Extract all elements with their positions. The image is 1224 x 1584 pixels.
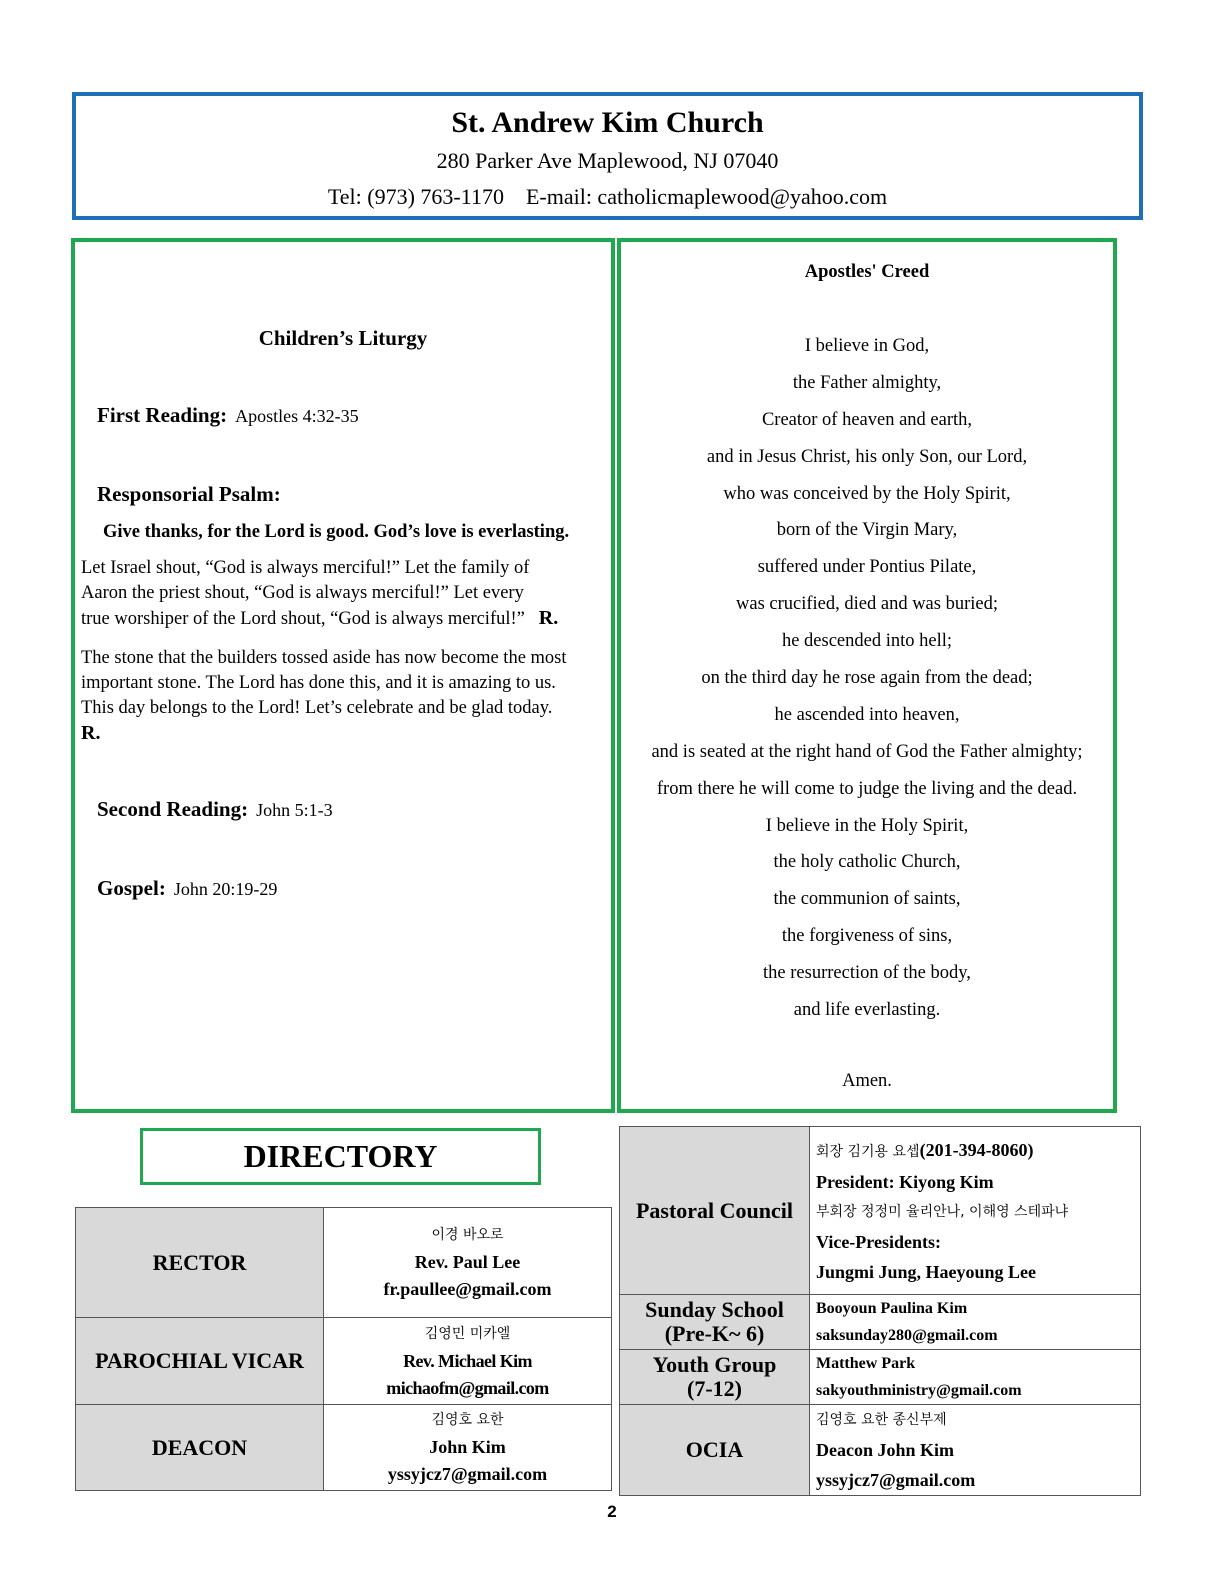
creed-line: suffered under Pontius Pilate, xyxy=(757,557,977,578)
page-number: 2 xyxy=(607,1502,617,1521)
first-reading-ref: Apostles 4:32-35 xyxy=(235,406,359,426)
role-sunday-school: Sunday School (Pre-K~ 6) xyxy=(620,1295,810,1350)
creed-line: he descended into hell; xyxy=(781,631,953,652)
directory-clergy-table xyxy=(75,1207,612,1491)
ocia-info xyxy=(810,1405,1141,1496)
church-contact xyxy=(76,182,1139,212)
church-header xyxy=(72,92,1143,220)
korean-name: 김영호 요한 종신부제 xyxy=(816,1412,947,1428)
creed-line: the Father almighty, xyxy=(792,372,942,393)
creed-line: the communion of saints, xyxy=(773,889,961,910)
creed-line: and in Jesus Christ, his only Son, our Lord, xyxy=(706,446,1028,467)
psalm-verse-2 xyxy=(81,646,611,746)
email-link[interactable]: yssyjcz7@gmail.com xyxy=(387,1464,548,1484)
korean-name: 김영호 요한 xyxy=(431,1412,504,1428)
youth-group-info xyxy=(810,1350,1141,1405)
church-email: E-mail: catholicmaplewood@yahoo.com xyxy=(525,184,888,209)
korean-name: 이경 바오로 xyxy=(431,1227,504,1243)
role-rector: RECTOR xyxy=(76,1208,324,1318)
creed-line: he ascended into heaven, xyxy=(774,704,960,725)
verse-line: The stone that the builders tossed aside has now become the most xyxy=(81,648,567,668)
person-name: Deacon John Kim xyxy=(816,1440,955,1460)
deacon-info xyxy=(324,1405,612,1491)
sunday-school-info xyxy=(810,1295,1141,1350)
verse-line: important stone. The Lord has done this, and it is amazing to us. xyxy=(81,673,556,693)
creed-line: born of the Virgin Mary, xyxy=(776,520,958,541)
verse-line: This day belongs to the Lord! Let’s celebrate and be glad today. xyxy=(81,698,553,718)
second-reading xyxy=(97,797,333,822)
creed-line: I believe in God, xyxy=(804,336,930,356)
creed-lines xyxy=(621,334,1113,1035)
role-pastoral-council: Pastoral Council xyxy=(620,1127,810,1295)
email-link[interactable]: fr.paullee@gmail.com xyxy=(383,1279,552,1299)
creed-line: the forgiveness of sins, xyxy=(781,926,953,947)
creed-line: I believe in the Holy Spirit, xyxy=(765,815,969,836)
response-marker: R. xyxy=(81,722,101,744)
second-reading-ref: John 5:1-3 xyxy=(256,800,333,820)
role-ocia: OCIA xyxy=(620,1405,810,1496)
person-name: Rev. Michael Kim xyxy=(403,1350,532,1371)
person-name: Booyoun Paulina Kim xyxy=(816,1300,968,1317)
directory-title: DIRECTORY xyxy=(140,1128,541,1185)
creed-amen: Amen. xyxy=(842,1071,892,1091)
gospel-ref: John 20:19-29 xyxy=(173,879,278,899)
gospel-label: Gospel: xyxy=(97,876,166,900)
person-name: John Kim xyxy=(429,1437,506,1457)
creed-line: was crucified, died and was buried; xyxy=(736,594,998,615)
email-link[interactable]: sakyouthministry@gmail.com xyxy=(816,1382,1022,1399)
council-president: President: Kiyong Kim xyxy=(816,1171,994,1192)
church-address: 280 Parker Ave Maplewood, NJ 07040 xyxy=(436,148,779,173)
verse-line: Let Israel shout, “God is always merciful!” Let the family of xyxy=(81,558,530,578)
table-row xyxy=(76,1208,612,1318)
gospel-reading xyxy=(97,876,277,901)
person-name: Matthew Park xyxy=(816,1355,916,1372)
creed-line: who was conceived by the Holy Spirit, xyxy=(723,483,1011,504)
person-name: Rev. Paul Lee xyxy=(414,1252,521,1272)
rector-info xyxy=(324,1208,612,1318)
first-reading-label: First Reading: xyxy=(97,403,228,427)
council-vp-names: Jungmi Jung, Haeyoung Lee xyxy=(816,1261,1037,1282)
table-row xyxy=(76,1405,612,1491)
role-youth-group: Youth Group (7-12) xyxy=(620,1350,810,1405)
council-korean-president: 회장 김기용 요셉(201-394-8060) xyxy=(816,1139,1034,1160)
psalm-response: Give thanks, for the Lord is good. God’s love is everlasting. xyxy=(103,522,570,542)
childrens-liturgy-box xyxy=(71,238,615,1113)
psalm-verse-1 xyxy=(81,556,611,632)
verse-line: true worshiper of the Lord shout, “God is always merciful!” R. xyxy=(81,607,559,629)
first-reading xyxy=(97,403,359,428)
pastoral-council-info xyxy=(810,1127,1141,1295)
creed-title: Apostles' Creed xyxy=(804,262,930,282)
role-parochial-vicar: PAROCHIAL VICAR xyxy=(76,1318,324,1405)
creed-line: Creator of heaven and earth, xyxy=(761,409,973,430)
creed-line: from there he will come to judge the living and the dead. xyxy=(656,778,1078,799)
email-link[interactable]: yssyjcz7@gmail.com xyxy=(816,1470,976,1490)
psalm-label: Responsorial Psalm: xyxy=(97,482,281,506)
council-vp-label: Vice-Presidents: xyxy=(816,1231,941,1252)
liturgy-title: Children’s Liturgy xyxy=(258,326,428,350)
creed-line: and is seated at the right hand of God the Father almighty; xyxy=(651,741,1083,762)
table-row xyxy=(620,1405,1141,1496)
church-name: St. Andrew Kim Church xyxy=(451,106,764,139)
church-tel: Tel: (973) 763-1170 xyxy=(327,184,504,209)
second-reading-label: Second Reading: xyxy=(97,797,249,821)
creed-line: the resurrection of the body, xyxy=(763,963,971,984)
council-korean-vps: 부회장 정정미 율리안나, 이해영 스테파냐 xyxy=(816,1203,1069,1220)
table-row xyxy=(620,1295,1141,1350)
directory-ministry-table xyxy=(619,1126,1141,1496)
table-row xyxy=(76,1318,612,1405)
email-link[interactable]: michaofm@gmail.com xyxy=(386,1377,549,1398)
council-phone: (201-394-8060) xyxy=(919,1139,1034,1160)
table-row xyxy=(620,1127,1141,1295)
creed-line: the holy catholic Church, xyxy=(773,852,961,873)
vicar-info xyxy=(324,1318,612,1405)
creed-line: on the third day he rose again from the dead; xyxy=(701,668,1033,689)
verse-line: Aaron the priest shout, “God is always merciful!” Let every xyxy=(81,583,524,603)
response-marker: R. xyxy=(538,607,559,629)
role-deacon: DEACON xyxy=(76,1405,324,1491)
table-row xyxy=(620,1350,1141,1405)
creed-line: and life everlasting. xyxy=(793,1000,941,1021)
korean-name: 김영민 미카엘 xyxy=(424,1325,511,1342)
email-link[interactable]: saksunday280@gmail.com xyxy=(816,1327,998,1344)
apostles-creed-box xyxy=(617,238,1117,1113)
